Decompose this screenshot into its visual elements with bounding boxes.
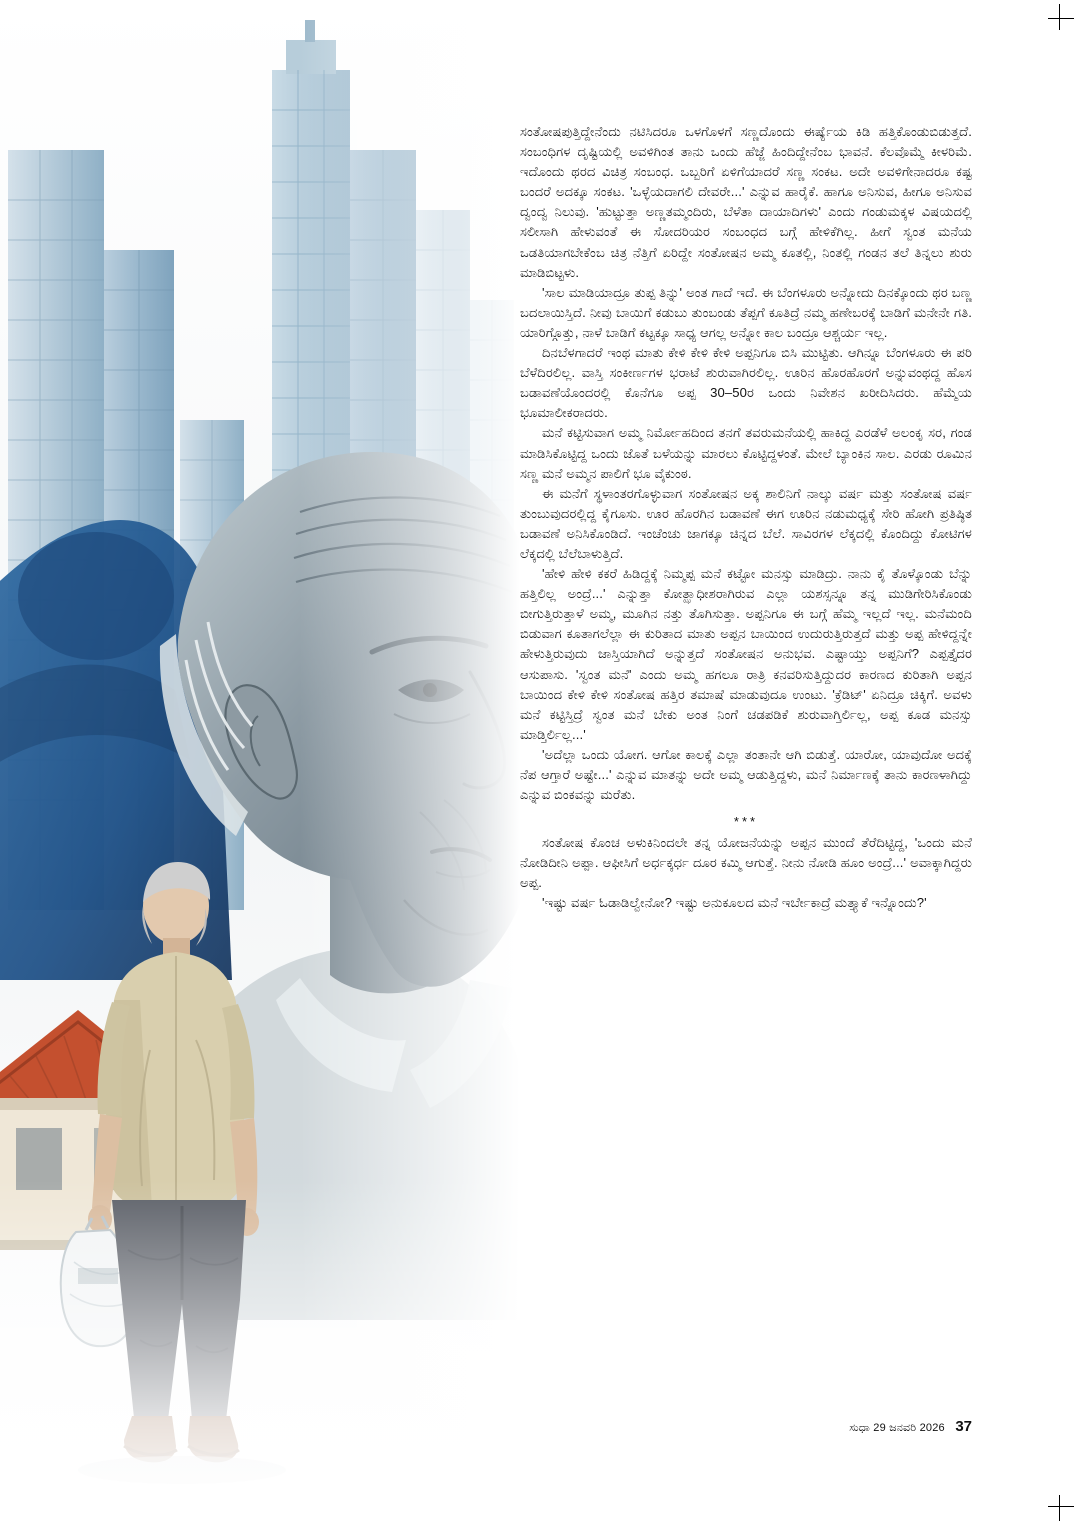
paragraph: 'ಹೇಳಿ ಹೇಳಿ ಕಕರೆ ಹಿಡಿದ್ದಕ್ಕೆ ನಿಮ್ಮಪ್ಪ ಮನೆ ಕಟ್ಟೋ ಮನಸ್ಸು ಮಾಡಿದ್ರು. ನಾನು ಕೈ ತೊಳ್ಕೊಂಡು ಬೆನ್ನು ಹತ್ತಿಲಿಲ್ಲ ಅಂದ್ರೆ...' ಎನ್ನುತ್ತಾ ಕೋತ್ಝಾಧೀಶರಾಗಿರುವ ಎಲ್ಲಾ ಯಶಸ್ಸನ್ನೂ ತನ್ನ ಮುಡಿಗೇರಿಸಿಕೊಂಡು ಬೀಗುತ್ತಿರುತ್ತಾಳೆ ಅಮ್ಮ, ಮೂಗಿನ ನತ್ತು ತೊಗಿಸುತ್ತಾ. ಅಪ್ಪನಿಗೂ ಈ ಬಗ್ಗೆ ಹೆಮ್ಮ ಇಲ್ಲದೆ ಇಲ್ಲ. ಮನೆಮಂದಿ ಬಿಡುವಾಗ ಕೂತಾಗಲೆಲ್ಲಾ ಈ ಕುರಿತಾದ ಮಾತು ಅಪ್ಪನ ಬಾಯಿಂದ ಉದುರುತ್ತಿರುತ್ತದೆ ಮತ್ತು ಅಪ್ಪ ಹೇಳಿದ್ದನ್ನೇ ಹೇಳುತ್ತಿರುವುದು ಜಾಸ್ತಿಯಾಗಿದೆ ಅನ್ನುತ್ತದೆ ಸಂತೋಷನ ಅನುಭವ. ಎಷ್ಟಾಯ್ತು ಅಪ್ಪನಿಗೆ? ಎಪ್ಪತ್ತೈದರ ಆಸುಪಾಸು. 'ಸ್ವಂತ ಮನೆ' ಎಂದು ಅಮ್ಮ ಹಗಲೂ ರಾತ್ರಿ ಕನವರಿಸುತ್ತಿದ್ದುದರ ಕಾರಣದ ಕುರಿತಾಗಿ ಅಪ್ಪನ ಬಾಯಿಂದ ಕೇಳಿ ಕೇಳಿ ಸಂತೋಷ ಹತ್ತಿರ ತಮಾಷೆ ಮಾಡುವುದೂ ಉಂಟು. 'ಕ್ರೆಡಿಟ್' ಏನಿದ್ರೂ ಚಿಕ್ಕಿಗೆ. ಅವಳು ಮನೆ ಕಟ್ಟಿಸ್ತಿದ್ರೆ ಸ್ವಂತ ಮನೆ ಬೇಕು ಅಂತ ನಿಂಗೆ ಚಡಪಡಿಕೆ ಶುರುವಾಗ್ತಿರ್ಲಿಲ್ಲ, ಅಪ್ಪ ಕೂಡ ಮನಸ್ಸು ಮಾಡ್ತಿರ್ಲಿಲ್ಲ...' — [520, 566, 972, 742]
paragraph: 'ಅದೆಲ್ಲಾ ಒಂದು ಯೋಗ. ಆಗೋ ಕಾಲಕ್ಕೆ ಎಲ್ಲಾ ತಂತಾನೇ ಆಗಿ ಬಿಡುತ್ತೆ. ಯಾರೋ, ಯಾವುದೋ ಅದಕ್ಕೆ ನೆಪ ಆಗ್ತಾರೆ ಅಷ್ಟೇ...' ಎನ್ನುವ ಮಾತನ್ನು ಅದೇ ಅಮ್ಮ ಆಡುತ್ತಿದ್ದಳು, ಮನೆ ನಿರ್ಮಾಣಕ್ಕೆ ತಾನು ಕಾರಣಳಾಗಿದ್ದು ಎನ್ನುವ ಬಿಂಕವನ್ನು ಮರೆತು. — [520, 746, 972, 803]
crop-mark-top-right-horizontal — [1048, 18, 1074, 19]
paragraph: ಸಂತೋಷಪುತ್ತಿದ್ದೇನೆಂದು ನಟಿಸಿದರೂ ಒಳಗೊಳಗೆ ಸಣ್ಣದೊಂದು ಈರ್ಷ್ಯೆಯ ಕಿಡಿ ಹತ್ತಿಕೊಂಡುಬಿಡುತ್ತದೆ. ಸಂಬಂಧಿಗಳ ದೃಷ್ಟಿಯಲ್ಲಿ ಅವಳಿಗಿಂತ ತಾನು ಒಂದು ಹೆಜ್ಜೆ ಹಿಂದಿದ್ದೇನೆಂಬ ಭಾವನೆ. ಕೆಲವೊಮ್ಮೆ ಕೀಳರಿಮೆ. ಇದೊಂದು ಥರದ ವಿಚಿತ್ರ ಸಂಬಂಧ. ಒಬ್ಬರಿಗೆ ಏಳಿಗೆಯಾದರೆ ಸಣ್ಣ ಸಂಕಟ. ಅದೇ ಅವಳಿಗೇನಾದರೂ ಕಷ್ಟ ಬಂದರೆ ಅದಕ್ಕೂ ಸಂಕಟ. 'ಒಳ್ಳೆಯದಾಗಲಿ ದೇವರೇ...' ಎನ್ನುವ ಹಾರೈಕೆ. ಹಾಗೂ ಅನಿಸುವ, ಹೀಗೂ ಅನಿಸುವ ದ್ವಂದ್ವ ನಿಲುವು. 'ಹುಟ್ಟುತ್ತಾ ಅಣ್ಣತಮ್ಮಂದಿರು, ಬೆಳೆತಾ ದಾಯಾದಿಗಳು' ಎಂದು ಗಂಡುಮಕ್ಕಳ ವಿಷಯದಲ್ಲಿ ಸಲೀಸಾಗಿ ಹೇಳುವಂತೆ ಈ ಸೋದರಿಯರ ಸಂಬಂಧದ ಬಗ್ಗೆ ಹೇಳಿಕೆಗಿಲ್ಲ. ಹೀಗೆ ಸ್ವಂತ ಮನೆಯ ಒಡತಿಯಾಗಬೇಕೆಂಬ ಚಿತ್ರ ನೆತ್ತಿಗೆ ಏರಿದ್ದೇ ಸಂತೋಷನ ಅಮ್ಮ ಕೂತಲ್ಲಿ, ನಿಂತಲ್ಲಿ ಗಂಡನ ತಲೆ ತಿನ್ನಲು ಶುರು ಮಾಡಿಬಿಟ್ಟಳು. — [520, 124, 972, 280]
crop-mark-top-right-vertical — [1059, 4, 1060, 30]
article-text-column — [520, 122, 972, 914]
paragraph: ಮನೆ ಕಟ್ಟಿಸುವಾಗ ಅಮ್ಮ ನಿರ್ಮೋಹದಿಂದ ತನಗೆ ತವರುಮನೆಯಲ್ಲಿ ಹಾಕಿದ್ದ ಎರಡೆಳೆ ಅಲಂಕೃ ಸರ, ಗಂಡ ಮಾಡಿಸಿಕೊಟ್ಟಿದ್ದ ಒಂದು ಜೊತೆ ಬಳೆಯನ್ನು ಮಾರಲು ಕೊಟ್ಟಿದ್ದಳಂತೆ. ಮೇಲೆ ಬ್ಯಾಂಕಿನ ಸಾಲ. ಎರಡು ರೂಮಿನ ಸಣ್ಣ ಮನೆ ಅಮ್ಮನ ಪಾಲಿಗೆ ಭೂ ವೈಕುಂಠ. — [520, 425, 972, 481]
story-illustration — [0, 0, 520, 1525]
crop-mark-bottom-right-horizontal — [1048, 1506, 1074, 1507]
issue-line: ಸುಧಾ 29 ಜನವರಿ 2026 — [849, 1422, 945, 1434]
section-divider: *** — [733, 814, 759, 830]
paragraph: 'ಸಾಲ ಮಾಡಿಯಾದ್ರೂ ತುಪ್ಪ ತಿನ್ನು' ಅಂತ ಗಾದೆ ಇದೆ. ಈ ಬೆಂಗಳೂರು ಅನ್ನೋದು ದಿನಕ್ಕೊಂದು ಥರ ಬಣ್ಣ ಬದಲಾಯಿಸ್ತಿದೆ. ನೀವು ಬಾಯಿಗೆ ಕಡುಬು ತುಂಬಂಡು ತೆಪ್ಪಗೆ ಕೂತಿದ್ರೆ ನಮ್ಮ ಹಣೇಬರಕ್ಕೆ ಬಾಡಿಗೆ ಮನೇನೇ ಗತಿ. ಯಾರಿಗ್ಗೊತ್ತು, ನಾಳೆ ಬಾಡಿಗೆ ಕಟ್ಟಕ್ಕೂ ಸಾಧ್ಯ ಆಗಲ್ಲ ಅನ್ನೋ ಕಾಲ ಬಂದ್ರೂ ಆಶ್ಚರ್ಯ ಇಲ್ಲ. — [520, 284, 972, 340]
paragraph: 'ಇಷ್ಟು ವರ್ಷ ಓಡಾಡಿಲ್ವೇನೋ? ಇಷ್ಟು ಅನುಕೂಲದ ಮನೆ ಇರ್ಬೇಕಾದ್ರೆ ಮತ್ತ್ಯಾಕೆ ಇನ್ನೊಂದು?' — [542, 895, 927, 911]
paragraph: ಸಂತೋಷ ಕೊಂಚ ಅಳುಕಿನಿಂದಲೇ ತನ್ನ ಯೋಜನೆಯನ್ನು ಅಪ್ಪನ ಮುಂದೆ ತೆರೆದಿಟ್ಟಿದ್ದ, 'ಒಂದು ಮನೆ ನೋಡಿದೀನಿ ಅಪ್ಪಾ. ಆಫೀಸಿಗೆ ಅರ್ಧಕ್ಕರ್ಧ ದೂರ ಕಮ್ಮಿ ಆಗುತ್ತೆ. ನೀನು ನೋಡಿ ಹೂಂ ಅಂದ್ರೆ...' ಅವಾಕ್ಕಾಗಿದ್ದರು ಅಪ್ಪ. — [520, 835, 972, 891]
page-footer — [520, 1418, 972, 1436]
paragraph: ದಿನಬೆಳಗಾದರೆ ಇಂಥ ಮಾತು ಕೇಳಿ ಕೇಳಿ ಕೇಳಿ ಅಪ್ಪನಿಗೂ ಬಿಸಿ ಮುಟ್ಟಿತು. ಆಗಿನ್ನೂ ಬೆಂಗಳೂರು ಈ ಪರಿ ಬೆಳೆದಿರಲಿಲ್ಲ. ವಾಸ್ತಿ ಸಂಕೀರ್ಣಗಳ ಭರಾಟೆ ಶುರುವಾಗಿರಲಿಲ್ಲ. ಊರಿನ ಹೊರಹೊರಗೆ ಅನ್ನುವಂಥದ್ದ ಹೊಸ ಬಡಾವಣೆಯೊಂದರಲ್ಲಿ ಕೊನೆಗೂ ಅಪ್ಪ 30–50ರ ಒಂದು ನಿವೇಶನ ಖರೀದಿಸಿದರು. ಹೆಮ್ಮೆಯ ಭೂಮಾಲೀಕರಾದರು. — [520, 345, 972, 421]
page-number: 37 — [955, 1418, 972, 1435]
paragraph: ಈ ಮನೆಗೆ ಸ್ಥಳಾಂತರಗೊಳ್ಳುವಾಗ ಸಂತೋಷನ ಅಕ್ಕ ಶಾಲಿನಿಗೆ ನಾಲ್ಕು ವರ್ಷ ಮತ್ತು ಸಂತೋಷ ವರ್ಷ ತುಂಬುವುದರಲ್ಲಿದ್ದ ಕೈಗೂಸು. ಊರ ಹೊರಗಿನ ಬಡಾವಣೆ ಈಗ ಊರಿನ ನಡುಮಧ್ಯಕ್ಕೆ ಸೇರಿ ಹೋಗಿ ಪ್ರತಿಷ್ಠಿತ ಬಡಾವಣೆ ಅನಿಸಿಕೊಂಡಿದೆ. ಇಂಚೆಂಚು ಜಾಗಕ್ಕೂ ಚಿನ್ನದ ಬೆಲೆ. ಸಾವಿರಗಳ ಲೆಕ್ಕದಲ್ಲಿ ಕೊಂದಿದ್ದು ಕೋಟಿಗಳ ಲೆಕ್ಕದಲ್ಲಿ ಬೆಲೆಬಾಳುತ್ತಿದೆ. — [520, 485, 972, 561]
crop-mark-bottom-right-vertical — [1059, 1495, 1060, 1521]
